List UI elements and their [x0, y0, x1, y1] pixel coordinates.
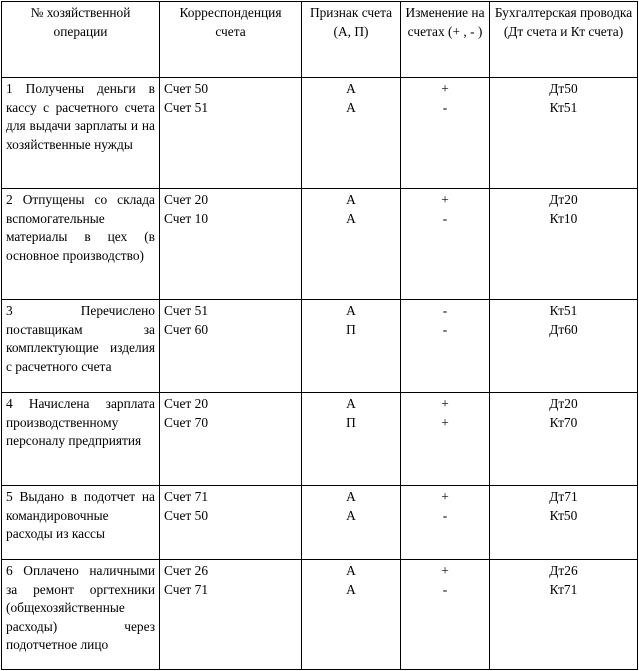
sign-value: А [346, 507, 356, 523]
sign-value: А [346, 489, 356, 504]
entry-value: Кт50 [549, 507, 578, 523]
sign-cell [302, 393, 401, 486]
change-cell [401, 189, 490, 300]
table-row [2, 486, 638, 560]
change-value: - [442, 321, 448, 337]
accounts-cell [160, 486, 302, 560]
sign-value: А [346, 99, 356, 115]
change-value: - [442, 210, 448, 226]
account-credit: Счет 10 [164, 210, 209, 226]
table-row [2, 189, 638, 300]
operation-cell [2, 560, 160, 670]
sign-value: П [346, 414, 356, 430]
sign-cell [302, 300, 401, 393]
header-account-change: Изменение на счетах (+ , - ) [401, 2, 490, 78]
account-credit: Счет 71 [164, 581, 209, 597]
operation-cell [2, 189, 160, 300]
entry-value: Дт60 [549, 321, 578, 337]
header-accounting-entry: Бухгалтерская проводка (Дт счета и Кт счета) [490, 2, 638, 78]
operation-cell [2, 393, 160, 486]
entry-value: Дт26 [549, 563, 578, 578]
account-credit: Счет 50 [164, 507, 209, 523]
accounts-cell [160, 78, 302, 189]
sign-cell [302, 78, 401, 189]
entry-value: Дт20 [549, 192, 578, 207]
sign-cell [302, 560, 401, 670]
accounts-cell [160, 300, 302, 393]
account-credit: Счет 70 [164, 414, 209, 430]
operation-text: 5 Выдано в подотчет на командировочные расходы из кассы [6, 489, 155, 541]
account-debit: Счет 50 [164, 81, 209, 96]
operation-cell [2, 300, 160, 393]
accounts-cell [160, 393, 302, 486]
change-cell [401, 560, 490, 670]
operation-text: 3 Перечислено поставщикам за комплектующие изделия с расчетного счета [6, 303, 155, 374]
sign-value: А [346, 210, 356, 226]
operation-text: 6 Оплачено наличными за ремонт оргтехники (общехозяйственные расходы) через подотчетное лицо [6, 563, 155, 652]
sign-value: А [346, 81, 356, 96]
change-value: + [441, 396, 449, 411]
entry-value: Кт51 [549, 99, 578, 115]
change-value: + [441, 563, 449, 578]
account-credit: Счет 51 [164, 99, 209, 115]
account-debit: Счет 20 [164, 192, 209, 207]
operation-cell [2, 78, 160, 189]
entry-value: Кт10 [549, 210, 578, 226]
sign-value: А [346, 563, 356, 578]
entry-cell [490, 560, 638, 670]
change-value: + [441, 81, 449, 96]
account-credit: Счет 60 [164, 321, 209, 337]
sign-cell [302, 486, 401, 560]
sign-value: А [346, 192, 356, 207]
entry-cell [490, 78, 638, 189]
header-account-sign: Признак счета (А, П) [302, 2, 401, 78]
table-row [2, 300, 638, 393]
change-value: - [442, 99, 448, 115]
change-cell [401, 393, 490, 486]
entry-cell [490, 300, 638, 393]
operation-text: 4 Начислена зарплата производственному персоналу предприятия [6, 396, 155, 448]
accounting-table [1, 1, 638, 670]
change-value: - [442, 581, 448, 597]
sign-value: А [346, 396, 356, 411]
entry-value: Кт71 [549, 581, 578, 597]
sign-value: А [346, 303, 356, 318]
document-page [1, 1, 638, 670]
entry-value: Дт50 [549, 81, 578, 96]
sign-cell [302, 189, 401, 300]
account-debit: Счет 20 [164, 396, 209, 411]
entry-cell [490, 189, 638, 300]
change-cell [401, 300, 490, 393]
table-row [2, 78, 638, 189]
entry-value: Дт71 [549, 489, 578, 504]
entry-value: Кт70 [549, 414, 578, 430]
account-debit: Счет 26 [164, 563, 209, 578]
change-cell [401, 78, 490, 189]
sign-value: А [346, 581, 356, 597]
table-row [2, 393, 638, 486]
operation-text: 1 Получены деньги в кассу с расчетного счета для выдачи зарплаты и на хозяйственные нужды [6, 81, 155, 152]
account-debit: Счет 51 [164, 303, 209, 318]
entry-value: Дт20 [549, 396, 578, 411]
operation-text: 2 Отпущены со склада вспомогательные материалы в цех (в основное производство) [6, 192, 155, 263]
entry-cell [490, 486, 638, 560]
operation-cell [2, 486, 160, 560]
header-row [2, 2, 638, 78]
change-value: - [442, 303, 448, 318]
sign-value: П [346, 321, 356, 337]
account-debit: Счет 71 [164, 489, 209, 504]
accounts-cell [160, 189, 302, 300]
change-value: + [441, 489, 449, 504]
header-operation-number: № хозяйственной операции [2, 2, 160, 78]
change-value: + [441, 414, 449, 430]
change-value: - [442, 507, 448, 523]
entry-cell [490, 393, 638, 486]
entry-value: Кт51 [549, 303, 578, 318]
accounts-cell [160, 560, 302, 670]
change-cell [401, 486, 490, 560]
header-account-correspondence: Корреспонденция счета [160, 2, 302, 78]
table-row [2, 560, 638, 670]
change-value: + [441, 192, 449, 207]
